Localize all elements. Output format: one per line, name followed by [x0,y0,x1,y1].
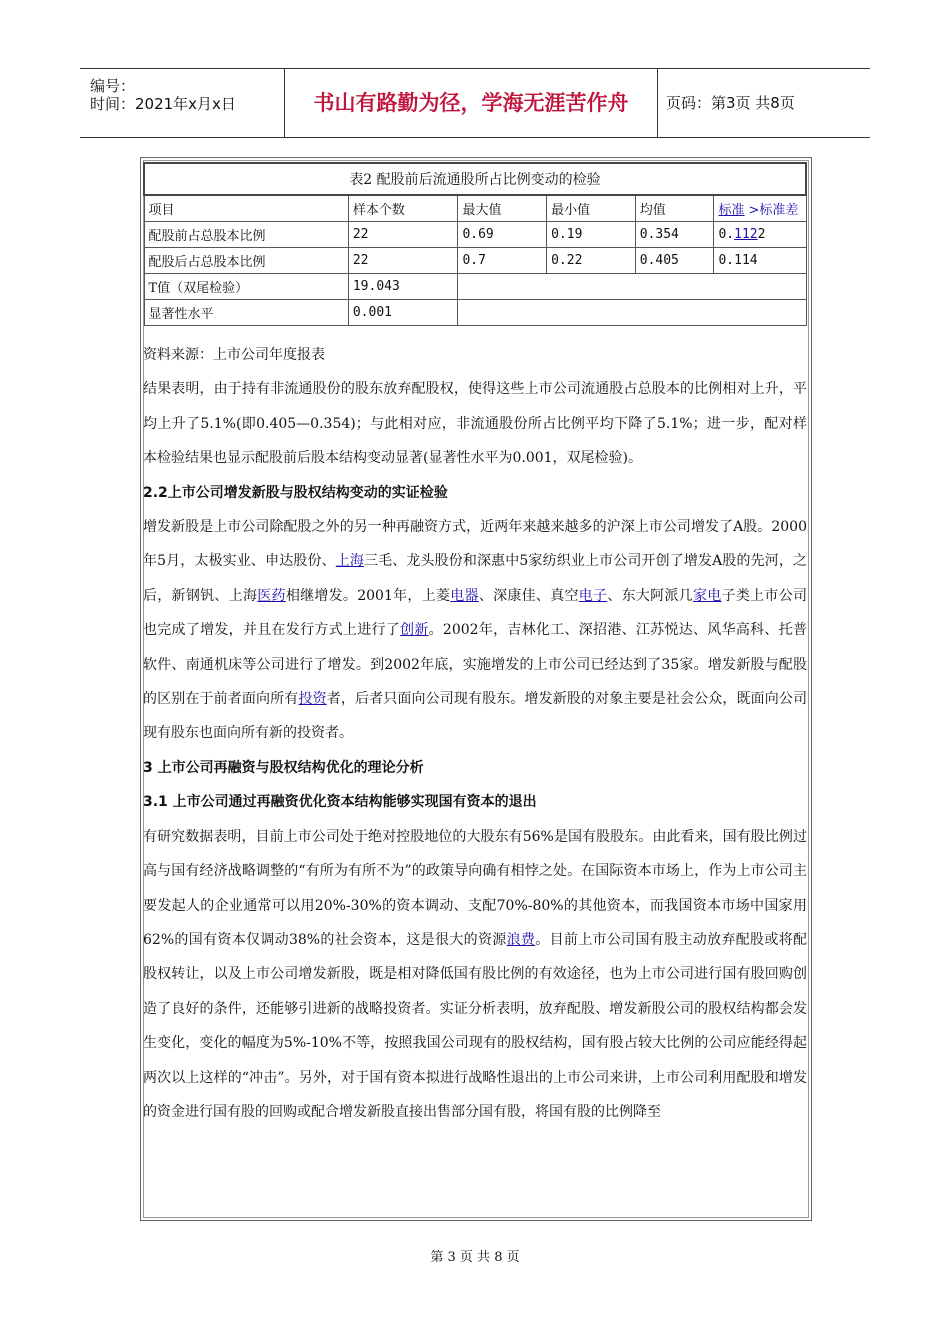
text-run: 者，后者只面向公司现有股东。增发新股的对象主要是社会公众，既面向公司现有股东也面向所有新的投资者。 [143,691,808,742]
text-run: 相继增发。2001年，上菱 [285,587,451,604]
text-run: 、深康佳、真空 [478,587,579,604]
section-heading-3: 3 上市公司再融资与股权结构优化的理论分析 [143,759,424,776]
table-caption: 表2 配股前后流通股所占比例变动的检验 [144,163,806,195]
cell-std [714,222,806,248]
std-deviation-link[interactable]: >标准差 [748,203,799,218]
cell-max: 0.69 [458,222,547,248]
text-run: 增发新股是上市公司除配股之外的另一种再融资方式，近两年来越来越多的沪深上市公司增发了A股。2000年5月，太极实业、申达股份、 [143,519,807,570]
empty-cell [458,300,806,326]
link-medicine[interactable]: 医药 [257,587,286,604]
motto: 书山有路勤为径，学海无涯苦作舟 [313,91,629,115]
document-code: 编号： [90,77,136,95]
text-run: 。目前上市公司国有股主动放弃配股或将配股权转让，以及上市公司增发新股，既是相对降低国有股比例的有效途径，也为上市公司进行国有股回购创造了良好的条件，还能够引进新的战略投资者。实证分析表明，放弃配股、增发新股公司的股权结构都会发生变化，变化的幅度为5%-10%不等，按照我国公司现有的股权结构，国有股占较大比例的公司应能经得起两次以上这样的“冲击”。另外，对于国有资本拟进行战略性退出的上市公司来讲，上市公司利用配股和增发的资金进行国有股的回购或配合增发新股直接出售部分国有股，将国有股的比例降至 [143,931,808,1120]
header-page-cell [658,69,870,137]
section-heading-3-1: 3.1 上市公司通过再融资优化资本结构能够实现国有资本的退出 [143,794,537,811]
significance-label: 显著性水平 [144,300,348,326]
header-page-info: 页码：第3页 共8页 [666,94,795,112]
row-label: 配股后占总股本比例 [144,248,348,274]
std-value-link[interactable]: 112 [734,227,758,242]
table-header-row [144,195,806,222]
document-date: 时间：2021年x月x日 [90,95,236,113]
table-row [144,222,806,248]
header-motto-cell [285,69,658,137]
col-header-mean: 均值 [635,195,714,222]
text-run: 三毛、龙头股份和深惠中5家纺织业上市公司开创了增发A股的先河，之后，新钢钒、上海 [143,553,807,604]
text-run: 、东大阿派几 [607,587,694,604]
body-text [143,338,807,1129]
col-header-item: 项目 [144,195,348,222]
text-run: 子类上市公司也完成了增发，并且在发行方式上进行了 [143,587,807,639]
cell-count: 22 [348,248,458,274]
cell-mean: 0.405 [635,248,714,274]
std-suffix: 2 [757,227,766,242]
table-row [144,248,806,274]
link-investment[interactable]: 投资 [298,691,327,708]
header-meta-cell [80,69,285,137]
std-prefix: 0. [718,227,735,242]
paragraph-results: 结果表明，由于持有非流通股份的股东放弃配股权，使得这些上市公司流通股占总股本的比例相对上升，平均上升了5.1%(即0.405—0.354)；与此相对应，非流通股份所占比例平均下降了5.1%；进一步，配对样本检验结果也显示配股前后股本结构变动显著(显著性水平为0.001，双尾检验)。 [143,381,807,467]
text-run: 。2002年，吉林化工、深招港、江苏悦达、风华高科、托普软件、南通机床等公司进行了增发。到2002年底，实施增发的上市公司已经达到了35家。增发新股与配股的区别在于前者面向所有 [143,622,807,708]
t-value: 19.043 [348,274,458,300]
paragraph-seo [143,510,807,751]
cell-max: 0.7 [458,248,547,274]
t-value-label: T值（双尾检验） [144,274,348,300]
cell-min: 0.19 [547,222,636,248]
empty-cell [458,274,806,300]
cell-mean: 0.354 [635,222,714,248]
cell-count: 22 [348,222,458,248]
row-label: 配股前占总股本比例 [144,222,348,248]
page-footer: 第 3 页 共 8 页 [430,1250,520,1265]
text-run: 有研究数据表明，目前上市公司处于绝对控股地位的大股东有56%是国有股股东。由此看来，国有股比例过高与国有经济战略调整的“有所为有所不为”的政策导向确有相悖之处。在国际资本市场上，作为上市公司主要发起人的企业通常可以用20%-30%的资本调动、支配70%-80%的其他资本，而我国资本市场中国家用62%的国有资本仅调动38%的社会资本，这是很大的资源 [143,828,807,948]
significance-value: 0.001 [348,300,458,326]
table-row [144,274,806,300]
stats-table [143,162,807,326]
table-caption-row [144,163,806,195]
link-waste[interactable]: 浪费 [506,931,536,948]
col-header-max: 最大值 [458,195,547,222]
col-header-count: 样本个数 [348,195,458,222]
std-link[interactable]: 标准 [718,203,745,218]
cell-std: 0.114 [714,248,806,274]
cell-min: 0.22 [547,248,636,274]
link-shanghai[interactable]: 上海 [335,553,364,570]
section-heading-2-2: 2.2上市公司增发新股与股权结构变动的实证检验 [143,484,448,501]
source-note: 资料来源：上市公司年度报表 [143,347,325,363]
link-appliance[interactable]: 电器 [450,587,479,604]
link-innovation[interactable]: 创新 [400,622,429,639]
col-header-std [714,195,806,222]
paragraph-state-capital [143,820,807,1130]
link-electronics[interactable]: 电子 [578,587,608,604]
link-home-appliance[interactable]: 家电 [693,587,722,604]
page-header [80,68,870,138]
col-header-min: 最小值 [547,195,636,222]
table-row [144,300,806,326]
